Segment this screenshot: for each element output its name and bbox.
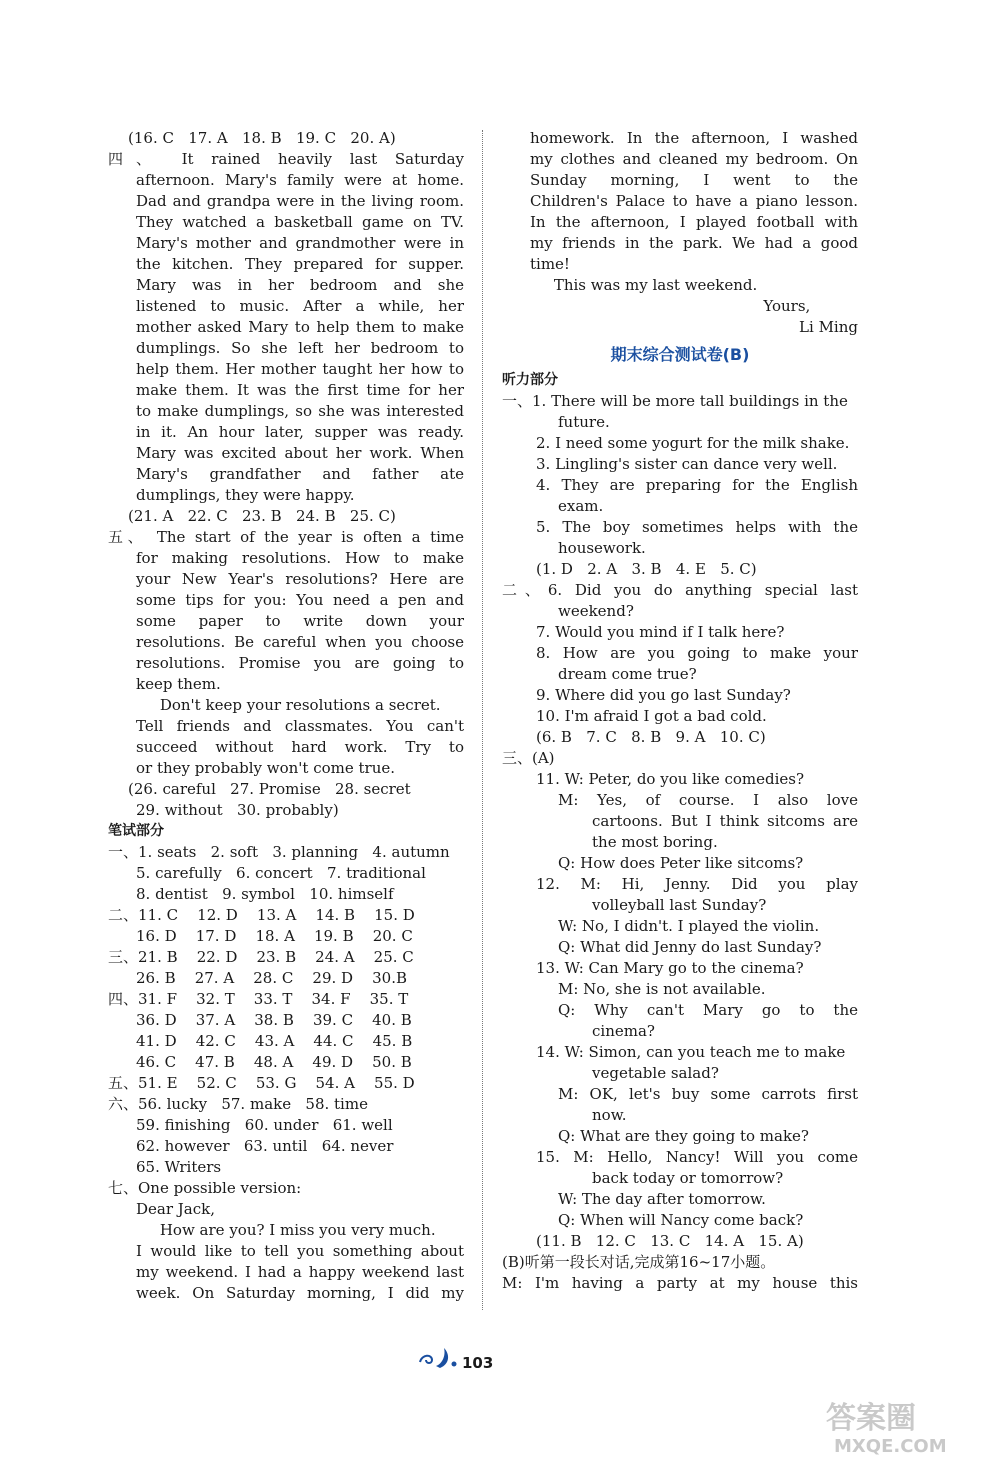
left_column-line: Dad and grandpa were in the living room.: [136, 192, 464, 210]
right_column-line: exam.: [558, 497, 604, 515]
left_column-line: keep them.: [136, 675, 221, 693]
right_column-line: 11. W: Peter, do you like comedies?: [536, 770, 805, 788]
left_column-line: dumplings. So she left her bedroom to: [136, 339, 464, 357]
right_column-line: W: No, I didn't. I played the violin.: [558, 917, 820, 935]
left_column-line: 59. finishing 60. under 61. well: [136, 1116, 393, 1134]
right_column_top-line: my clothes and cleaned my bedroom. On: [530, 150, 858, 168]
left_column-line: mother asked Mary to help them to make: [136, 318, 464, 336]
left_column-line: your New Year's resolutions? Here are: [136, 570, 464, 588]
right_column-line: now.: [592, 1106, 627, 1124]
left_column-line: 29. without 30. probably): [136, 801, 339, 819]
right_column-line: 13. W: Can Mary go to the cinema?: [536, 959, 804, 977]
left_column-line: Don't keep your resolutions a secret.: [136, 696, 441, 714]
right_column-line: M: No, she is not available.: [558, 980, 766, 998]
right_column-line: M: Yes, of course. I also love: [558, 791, 858, 809]
left_column-line: 三、21. B 22. D 23. B 24. A 25. C: [108, 948, 414, 966]
right_column-line: 3. Lingling's sister can dance very well.: [536, 455, 838, 473]
left_column-line: make them. It was the first time for her: [136, 381, 464, 399]
right_column-line: 12. M: Hi, Jenny. Did you play: [536, 875, 858, 893]
left_column-line: 七、One possible version:: [108, 1179, 302, 1197]
right_column-line: 2. I need some yogurt for the milk shake.: [536, 434, 850, 452]
left_column-line: the kitchen. They prepared for supper.: [136, 255, 464, 273]
right_column_top-line: homework. In the afternoon, I washed: [530, 129, 858, 147]
left_column-line: Tell friends and classmates. You can't: [136, 717, 464, 735]
left_column-line: in it. An hour later, supper was ready.: [136, 423, 464, 441]
right_column-line: back today or tomorrow?: [592, 1169, 784, 1187]
left_column-line: 四、31. F 32. T 33. T 34. F 35. T: [108, 990, 409, 1008]
left_column-line: 二、11. C 12. D 13. A 14. B 15. D: [108, 906, 415, 924]
left_column-line: 5. carefully 6. concert 7. traditional: [136, 864, 426, 882]
left_column-line: week. On Saturday morning, I did my: [136, 1284, 464, 1302]
right_column-line: Q: How does Peter like sitcoms?: [558, 854, 804, 872]
watermark-cn: 答案圈: [826, 1401, 916, 1436]
left_column-line: 五、 The start of the year is often a time: [108, 528, 464, 546]
right_column-line: volleyball last Sunday?: [592, 896, 767, 914]
left_column-line: 四、 It rained heavily last Saturday: [108, 150, 464, 168]
right_column-line: 三、(A): [502, 749, 555, 767]
right_column_top-line: Children's Palace to have a piano lesson.: [530, 192, 858, 210]
right-column: [502, 128, 858, 1294]
left_column-line: (21. A 22. C 23. B 24. B 25. C): [128, 507, 396, 525]
section-title: 期末综合测试卷(B): [610, 345, 750, 364]
left_column-line: 16. D 17. D 18. A 19. B 20. C: [136, 927, 413, 945]
right_column-line: cinema?: [592, 1022, 655, 1040]
right_column-line: cartoons. But I think sitcoms are: [592, 812, 858, 830]
left_column-line: or they probably won't come true.: [136, 759, 396, 777]
page-number: 103: [462, 1354, 494, 1372]
right_column-line: 二、6. Did you do anything special last: [502, 581, 858, 599]
left_column-line: my weekend. I had a happy weekend last: [136, 1263, 464, 1281]
left_column-line: dumplings, they were happy.: [136, 486, 355, 504]
right_column-line: housework.: [558, 539, 646, 557]
left_column-line: help them. Her mother taught her how to: [136, 360, 464, 378]
right_column-line: W: The day after tomorrow.: [558, 1190, 766, 1208]
left_column-line: Mary was excited about her work. When: [136, 444, 464, 462]
left_column-line: 41. D 42. C 43. A 44. C 45. B: [136, 1032, 413, 1050]
right_column-line: 5. The boy sometimes helps with the: [536, 518, 858, 536]
left_column-line: 一、1. seats 2. soft 3. planning 4. autumn: [108, 843, 450, 861]
left_column-line: 8. dentist 9. symbol 10. himself: [136, 885, 394, 903]
right_column_top-line: my friends in the park. We had a good: [530, 234, 858, 252]
right_column-line: 10. I'm afraid I got a bad cold.: [536, 707, 767, 725]
left_column-line: 六、56. lucky 57. make 58. time: [108, 1095, 368, 1113]
right_column-line: 8. How are you going to make your: [536, 644, 858, 662]
left_column-line: Dear Jack,: [136, 1200, 215, 1218]
right_column-line: 14. W: Simon, can you teach me to make: [536, 1043, 846, 1061]
left_column-line: 26. B 27. A 28. C 29. D 30.B: [136, 969, 408, 987]
right_column-line: weekend?: [558, 602, 634, 620]
right_column-line: (1. D 2. A 3. B 4. E 5. C): [536, 560, 757, 578]
right_column-line: M: OK, let's buy some carrots first: [558, 1085, 858, 1103]
left_column-line: 五、51. E 52. C 53. G 54. A 55. D: [108, 1074, 415, 1092]
right_column_top-line: In the afternoon, I played football with: [530, 213, 858, 231]
left_column-line: 46. C 47. B 48. A 49. D 50. B: [136, 1053, 412, 1071]
right_column-line: Q: Why can't Mary go to the: [558, 1001, 858, 1019]
right_column-line: the most boring.: [592, 833, 718, 851]
left_column-line: I would like to tell you something about: [136, 1242, 464, 1260]
left_column-line: some paper to write down your: [136, 612, 464, 630]
right_column-line: (B)听第一段长对话,完成第16~17小题。: [502, 1253, 776, 1271]
left_column-line: resolutions. Promise you are going to: [136, 654, 464, 672]
left_column-line: How are you? I miss you very much.: [136, 1221, 436, 1239]
letter-continuation: [502, 128, 858, 338]
right_column_top-line: This was my last weekend.: [530, 276, 758, 294]
right_column_top-line: Sunday morning, I went to the: [530, 171, 858, 189]
right_column_top-line: Li Ming: [799, 318, 858, 336]
right_column-line: 一、1. There will be more tall buildings in the: [502, 392, 848, 410]
left-column: [108, 128, 464, 1304]
left_column-line: (26. careful 27. Promise 28. secret: [128, 780, 411, 798]
swirl-ornament-icon: [416, 1344, 460, 1370]
right_column-line: Q: What are they going to make?: [558, 1127, 809, 1145]
left_column-line: They watched a basketball game on TV.: [136, 213, 464, 231]
left_column-line: afternoon. Mary's family were at home.: [136, 171, 464, 189]
right_column_top-line: Yours,: [763, 297, 858, 315]
left_column-line: Mary was in her bedroom and she: [136, 276, 464, 294]
left_column-line: some tips for you: You need a pen and: [136, 591, 464, 609]
left_column-line: 笔试部分: [108, 823, 164, 839]
right_column-line: 听力部分: [502, 372, 558, 388]
left_column-line: resolutions. Be careful when you choose: [136, 633, 464, 651]
watermark-url: MXQE.COM: [834, 1436, 947, 1457]
left_column-line: (16. C 17. A 18. B 19. C 20. A): [128, 129, 396, 147]
left_column-line: 62. however 63. until 64. never: [136, 1137, 394, 1155]
right_column-line: 15. M: Hello, Nancy! Will you come: [536, 1148, 858, 1166]
watermark-logo: [816, 1396, 986, 1458]
left_column-line: Mary's grandfather and father ate: [136, 465, 464, 483]
right_column-line: future.: [558, 413, 610, 431]
right_column-line: (6. B 7. C 8. B 9. A 10. C): [536, 728, 766, 746]
right_column-line: M: I'm having a party at my house this: [502, 1274, 858, 1292]
left_column-line: for making resolutions. How to make: [136, 549, 464, 567]
right_column-line: 7. Would you mind if I talk here?: [536, 623, 785, 641]
left_column-line: succeed without hard work. Try to: [136, 738, 464, 756]
right_column-line: 4. They are preparing for the English: [536, 476, 858, 494]
left_column-line: to make dumplings, so she was interested: [136, 402, 464, 420]
right_column-line: Q: When will Nancy come back?: [558, 1211, 804, 1229]
right_column-line: Q: What did Jenny do last Sunday?: [558, 938, 822, 956]
left_column-line: 36. D 37. A 38. B 39. C 40. B: [136, 1011, 412, 1029]
column-divider: [482, 130, 483, 1310]
right_column-line: (11. B 12. C 13. C 14. A 15. A): [536, 1232, 804, 1250]
left_column-line: listened to music. After a while, her: [136, 297, 464, 315]
listening-section: [502, 370, 858, 1294]
right_column-line: dream come true?: [558, 665, 697, 683]
right_column_top-line: time!: [530, 255, 570, 273]
left_column-line: Mary's mother and grandmother were in: [136, 234, 464, 252]
right_column-line: vegetable salad?: [592, 1064, 719, 1082]
left_column-line: 65. Writers: [136, 1158, 222, 1176]
right_column-line: 9. Where did you go last Sunday?: [536, 686, 791, 704]
